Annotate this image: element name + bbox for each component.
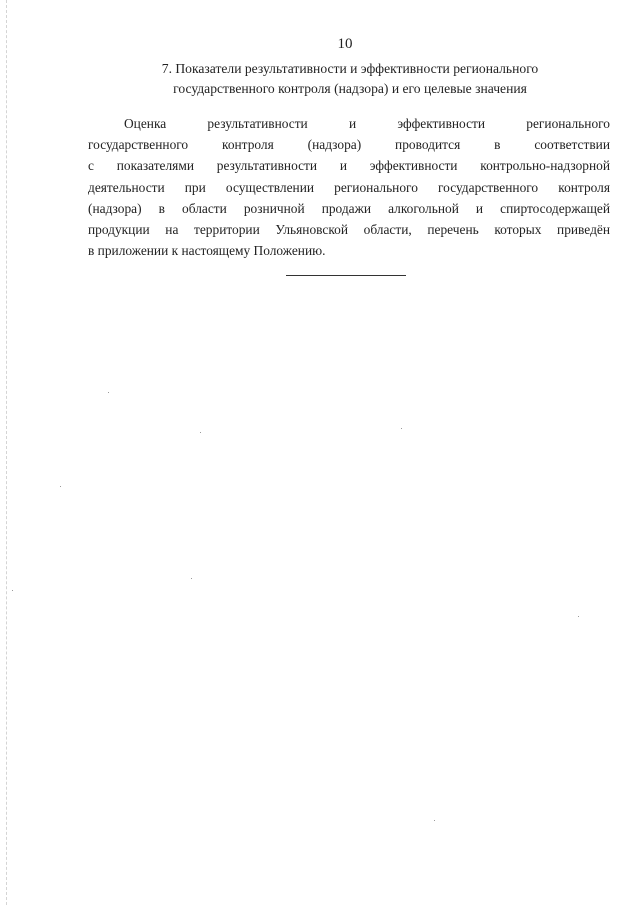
section-title-line: государственного контроля (надзора) и его целевые значения (173, 81, 527, 96)
scan-speck (108, 392, 109, 393)
end-rule (286, 275, 406, 276)
paragraph-line: (надзора) в области розничной продажи алкогольной и спиртосодержащей (88, 200, 610, 216)
scan-speck (200, 432, 201, 433)
paragraph-line: государственного контроля (надзора) проводится в соответствии (88, 137, 610, 153)
section-title-line: 7. Показатели результативности и эффективности регионального (161, 61, 539, 76)
paragraph-line: в приложении к настоящему Положению. (88, 243, 326, 259)
scan-speck (191, 578, 192, 579)
scan-speck (60, 486, 61, 487)
page-number: 10 (337, 36, 353, 52)
scan-edge (6, 0, 7, 905)
scan-speck (434, 820, 435, 821)
paragraph-line: деятельности при осуществлении регионального государственного контроля (88, 179, 610, 195)
paragraph-line: продукции на территории Ульяновской области, перечень которых приведён (88, 222, 610, 238)
scan-speck (12, 590, 13, 591)
section-title (90, 59, 610, 99)
paragraph-line: с показателями результативности и эффективности контрольно-надзорной (88, 158, 610, 174)
body-paragraph (88, 113, 610, 261)
scan-speck (401, 428, 402, 429)
paragraph-line: Оценка результативности и эффективности регионального (124, 116, 610, 131)
scan-speck (578, 616, 579, 617)
